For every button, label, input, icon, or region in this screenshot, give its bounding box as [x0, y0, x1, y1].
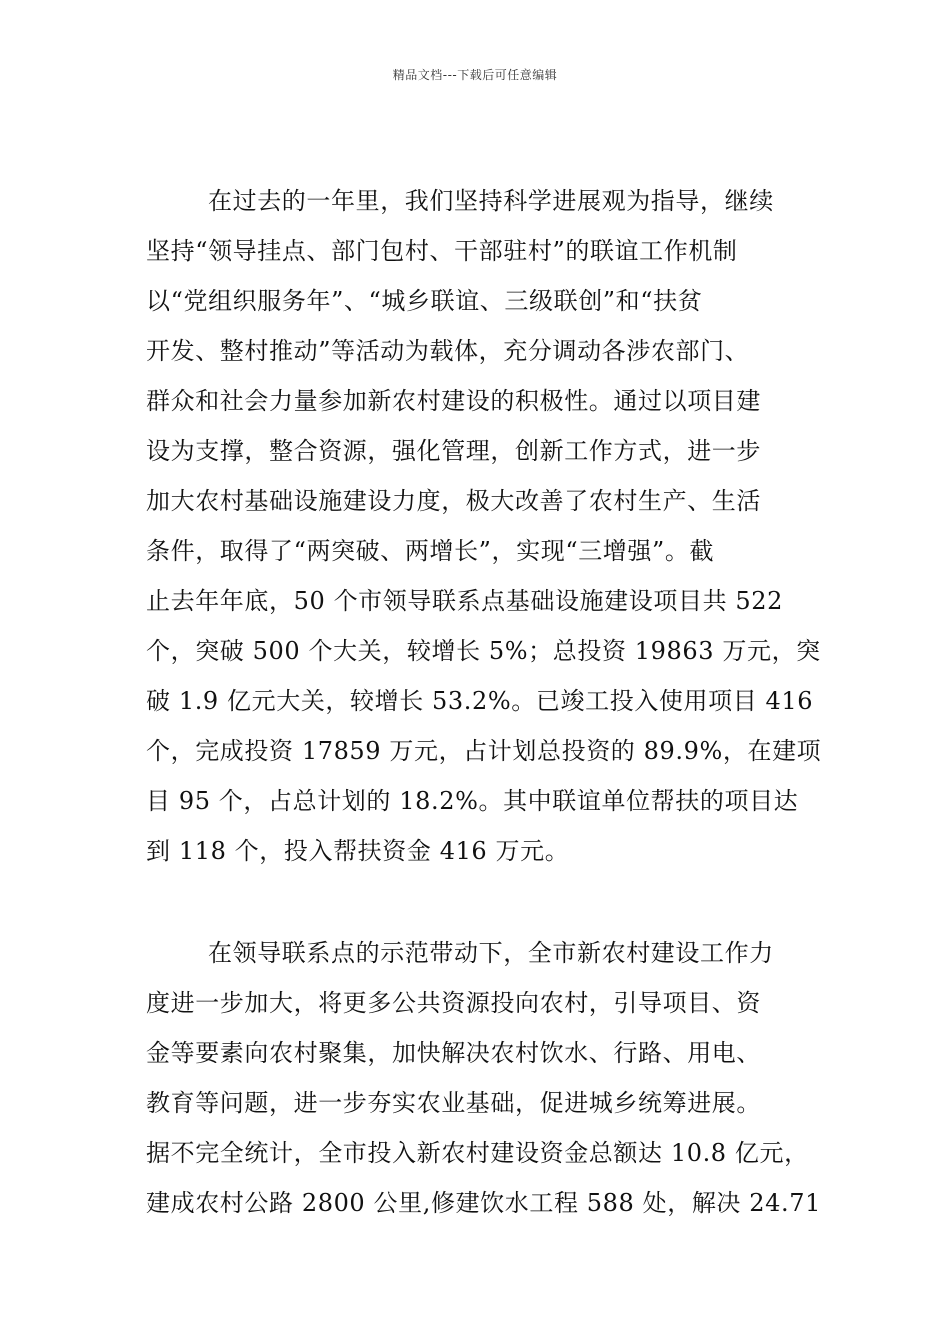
text-line: 在过去的一年里，我们坚持科学进展观为指导，继续	[208, 187, 774, 215]
text-line: 群众和社会力量参加新农村建设的积极性。通过以项目建	[146, 387, 761, 415]
text-line: 条件，取得了“两突破、两增长”，实现“三增强”。截	[146, 537, 715, 565]
text-line: 个，完成投资 17859 万元，占计划总投资的 89.9%，在建项	[146, 737, 822, 765]
paragraph-1	[146, 176, 822, 876]
text-line: 度进一步加大，将更多公共资源投向农村，引导项目、资	[146, 989, 761, 1017]
text-line: 据不完全统计，全市投入新农村建设资金总额达 10.8 亿元，	[146, 1139, 809, 1167]
text-line: 金等要素向农村聚集，加快解决农村饮水、行路、用电、	[146, 1039, 761, 1067]
text-line: 破 1.9 亿元大关，较增长 53.2%。已竣工投入使用项目 416	[146, 687, 814, 715]
document-body	[146, 176, 822, 1228]
paragraph-spacer	[146, 876, 806, 928]
text-line: 加大农村基础设施建设力度，极大改善了农村生产、生活	[146, 487, 761, 515]
text-line: 个，突破 500 个大关，较增长 5%；总投资 19863 万元，突	[146, 637, 821, 665]
text-line: 止去年年底，50 个市领导联系点基础设施建设项目共 522	[146, 587, 784, 615]
text-line: 到 118 个，投入帮扶资金 416 万元。	[146, 837, 570, 865]
text-line: 坚持“领导挂点、部门包村、干部驻村”的联谊工作机制	[146, 237, 738, 265]
text-line: 教育等问题，进一步夯实农业基础，促进城乡统筹进展。	[146, 1089, 761, 1117]
paragraph-2	[146, 928, 821, 1228]
text-line: 在领导联系点的示范带动下，全市新农村建设工作力	[208, 939, 774, 967]
text-line: 以“党组织服务年”、“城乡联谊、三级联创”和“扶贫	[146, 287, 703, 315]
text-line: 开发、整村推动”等活动为载体，充分调动各涉农部门、	[146, 337, 750, 365]
text-line: 建成农村公路 2800 公里,修建饮水工程 588 处，解决 24.71	[146, 1189, 821, 1217]
text-line: 设为支撑，整合资源，强化管理，创新工作方式，进一步	[146, 437, 761, 465]
page-header: 精品文档---下载后可任意编辑	[392, 68, 558, 82]
text-line: 目 95 个，占总计划的 18.2%。其中联谊单位帮扶的项目达	[146, 787, 799, 815]
